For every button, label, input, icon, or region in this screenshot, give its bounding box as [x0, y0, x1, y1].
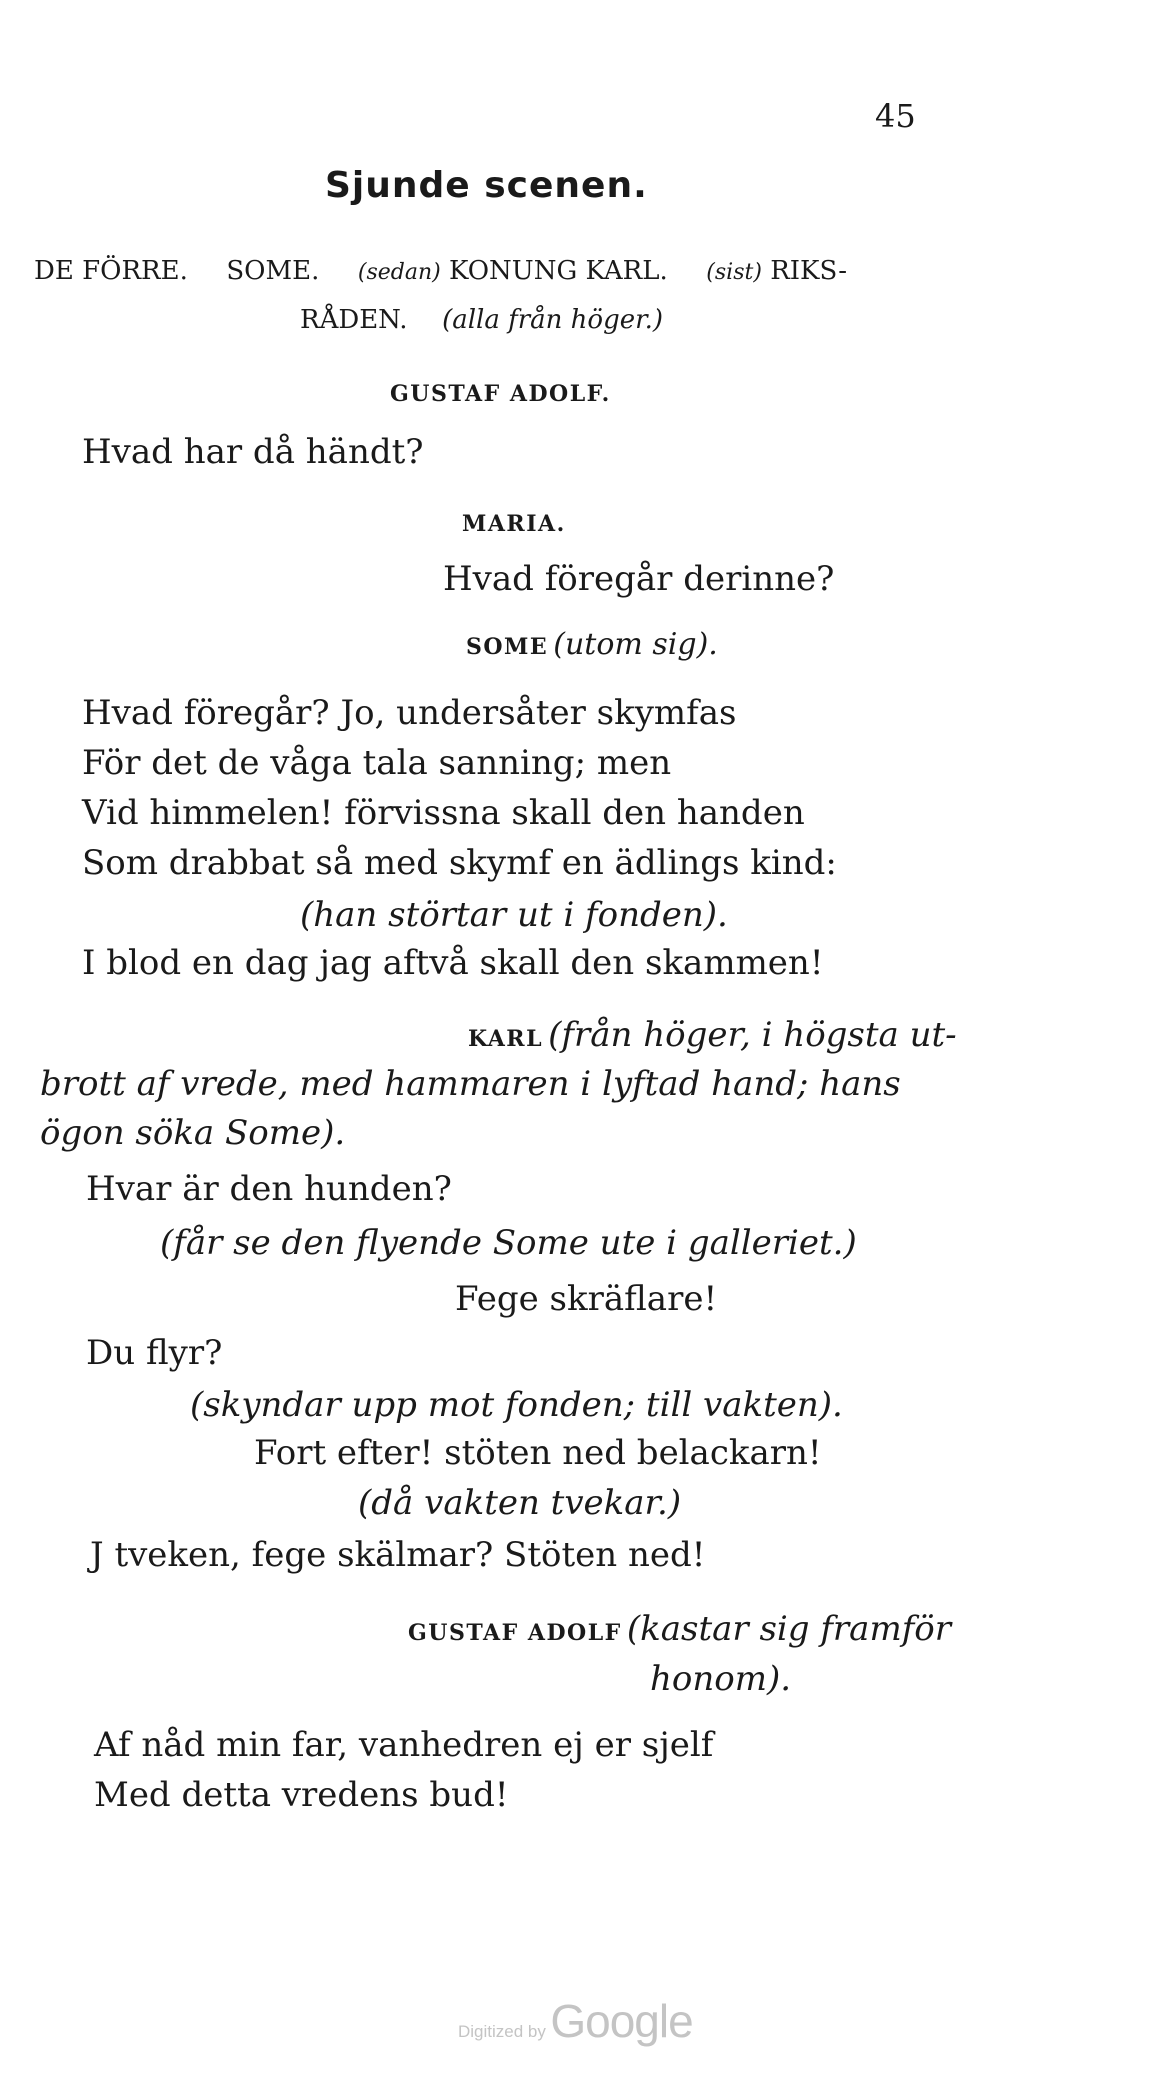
speaker-gustaf-adolf: GUSTAF ADOLF [408, 1620, 622, 1646]
verse-line: Fege skräflare! [455, 1279, 718, 1319]
watermark-google-logo: Google [550, 1995, 693, 2047]
cast-note-alla: (alla från höger.) [442, 305, 664, 335]
stage-direction: (skyndar upp mot fonden; till vakten). [190, 1385, 843, 1425]
verse-line: Du flyr? [86, 1333, 223, 1373]
verse-line: Som drabbat så med skymf en ädlings kind: [82, 843, 837, 883]
cast-note-sist: (sist) [706, 260, 762, 285]
stage-direction: honom). [650, 1659, 792, 1699]
verse-line: I blod en dag jag aftvå skall den skammen! [82, 943, 824, 983]
stage-direction: (kastar sig framför [626, 1609, 952, 1649]
speaker-line-some [466, 627, 718, 662]
verse-line: Fort efter! stöten ned belackarn! [254, 1433, 822, 1473]
cast-some: SOME. [226, 256, 320, 286]
cast-konung-karl: KONUNG KARL. [449, 256, 668, 286]
verse-line: J tveken, fege skälmar? Stöten ned! [90, 1535, 706, 1575]
verse-line: Hvad föregår? Jo, undersåter skymfas [82, 693, 737, 733]
stage-direction: (från höger, i högsta ut- [548, 1015, 957, 1055]
cast-riks: RIKS- [770, 256, 848, 286]
cast-note-sedan: (sedan) [357, 260, 441, 285]
stage-direction: (får se den flyende Some ute i galleriet.) [160, 1223, 857, 1263]
verse-line: Vid himmelen! förvissna skall den handen [82, 793, 805, 833]
speaker-gustaf-adolf: GUSTAF ADOLF. [390, 381, 611, 407]
verse-line: För det de våga tala sanning; men [82, 743, 672, 783]
digitized-by-google-watermark [458, 1995, 693, 2047]
watermark-by: Digitized by [458, 2022, 546, 2041]
verse-line: Med detta vredens bud! [94, 1775, 509, 1815]
scene-title: Sjunde scenen. [325, 165, 648, 206]
stage-direction: (utom sig). [553, 627, 718, 662]
page-number: 45 [875, 97, 916, 135]
verse-line: Hvad har då händt? [82, 432, 424, 472]
cast-de-forre: DE FÖRRE. [34, 256, 188, 286]
verse-line: Af nåd min far, vanhedren ej er sjelf [94, 1725, 714, 1765]
speaker-some: SOME [466, 634, 549, 660]
stage-direction: brott af vrede, med hammaren i lyftad hand; hans [40, 1064, 901, 1104]
verse-line: Hvad föregår derinne? [443, 559, 835, 599]
stage-direction: (han störtar ut i fonden). [300, 895, 728, 935]
cast-raden: RÅDEN. [300, 305, 408, 335]
stage-direction: ögon söka Some). [40, 1113, 346, 1153]
verse-line: Hvar är den hunden? [86, 1169, 452, 1209]
speaker-karl: KARL [468, 1026, 544, 1052]
speaker-line-gustaf-adolf [408, 1609, 952, 1649]
speaker-line-karl [468, 1015, 957, 1055]
speaker-maria: MARIA. [462, 511, 566, 537]
stage-direction: (då vakten tvekar.) [358, 1483, 682, 1523]
